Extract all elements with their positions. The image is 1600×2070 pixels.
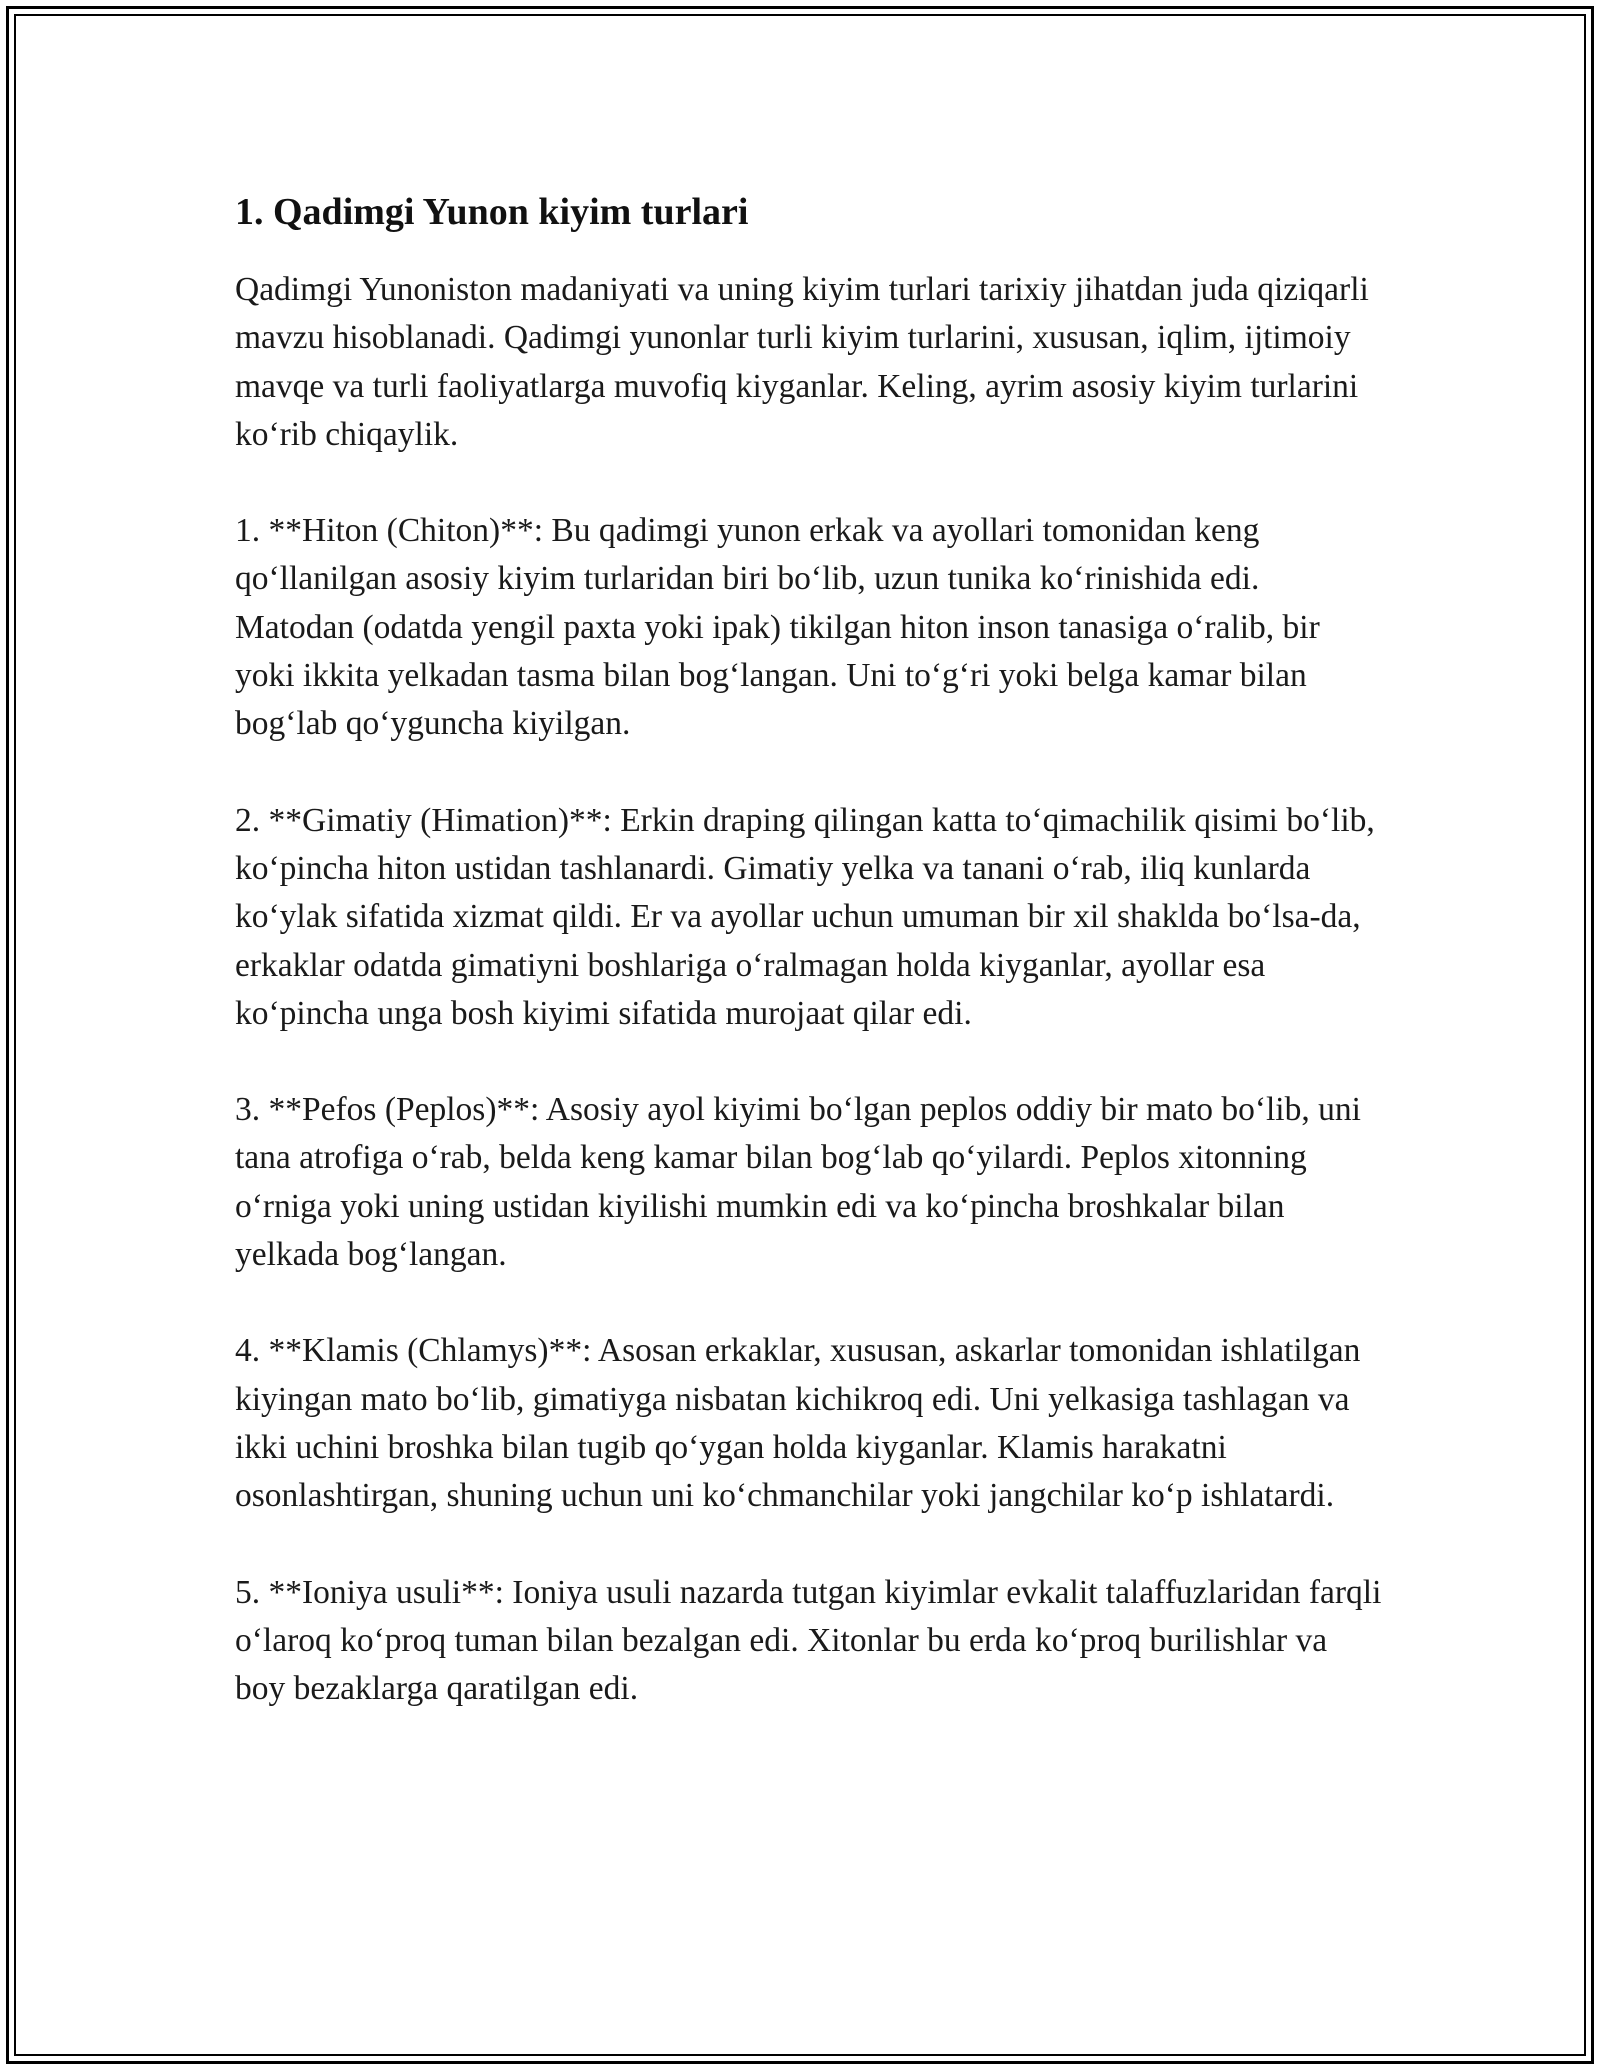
intro-paragraph: Qadimgi Yunoniston madaniyati va uning kiyim turlari tarixiy jihatdan juda qiziqarli mavzu hisoblanadi. Qadimgi yunonlar turli kiyim turlarini, xususan, iqlim, ijtimoiy mavqe va turli faoliyatlarga muvofiq kiyganlar. Keling, ayrim asosiy kiyim turlarini ko‘rib chiqaylik. [235,271,1369,453]
item-hiton-paragraph: 1. **Hiton (Chiton)**: Bu qadimgi yunon erkak va ayollari tomonidan keng qo‘llanilgan asosiy kiyim turlaridan biri bo‘lib, uzun tunika ko‘rinishida edi. Matodan (odatda yengil paxta yoki ipak) tikilgan hiton inson tanasiga o‘ralib, bir yoki ikkita yelkadan tasma bilan bog‘langan. Uni to‘g‘ri yoki belga kamar bilan bog‘lab qo‘yguncha kiyilgan. [235,512,1320,743]
item-pefos-paragraph: 3. **Pefos (Peplos)**: Asosiy ayol kiyimi bo‘lgan peplos oddiy bir mato bo‘lib, uni tana atrofiga o‘rab, belda keng kamar bilan bog‘lab qo‘yilardi. Peplos xitonning o‘rniga yoki uning ustidan kiyilishi mumkin edi va ko‘pincha broshkalar bilan yelkada bog‘langan. [235,1091,1361,1274]
section-heading: 1. Qadimgi Yunon kiyim turlari [235,191,749,233]
document-body [235,186,1385,1713]
item-gimatiy-paragraph: 2. **Gimatiy (Himation)**: Erkin draping qilingan katta to‘qimachilik qisimi bo‘lib, ko‘pincha hiton ustidan tashlanardi. Gimatiy yelka va tanani o‘rab, iliq kunlarda ko‘ylak sifatida xizmat qildi. Er va ayollar uchun umuman bir xil shaklda bo‘lsa-da, erkaklar odatda gimatiyni boshlariga o‘ralmagan holda kiyganlar, ayollar esa ko‘pincha unga bosh kiyimi sifatida murojaat qilar edi. [235,801,1375,1032]
item-ioniya-paragraph: 5. **Ioniya usuli**: Ioniya usuli nazarda tutgan kiyimlar evkalit talaffuzlaridan farqli o‘laroq ko‘proq tuman bilan bezalgan edi. Xitonlar bu erda ko‘proq burilishlar va boy bezaklarga qaratilgan edi. [235,1573,1382,1708]
item-klamis-paragraph: 4. **Klamis (Chlamys)**: Asosan erkaklar, xususan, askarlar tomonidan ishlatilgan kiyingan mato bo‘lib, gimatiyga nisbatan kichikroq edi. Uni yelkasiga tashlagan va ikki uchini broshka bilan tugib qo‘ygan holda kiyganlar. Klamis harakatni osonlashtirgan, shuning uchun uni ko‘chmanchilar yoki jangchilar ko‘p ishlatardi. [235,1332,1361,1515]
